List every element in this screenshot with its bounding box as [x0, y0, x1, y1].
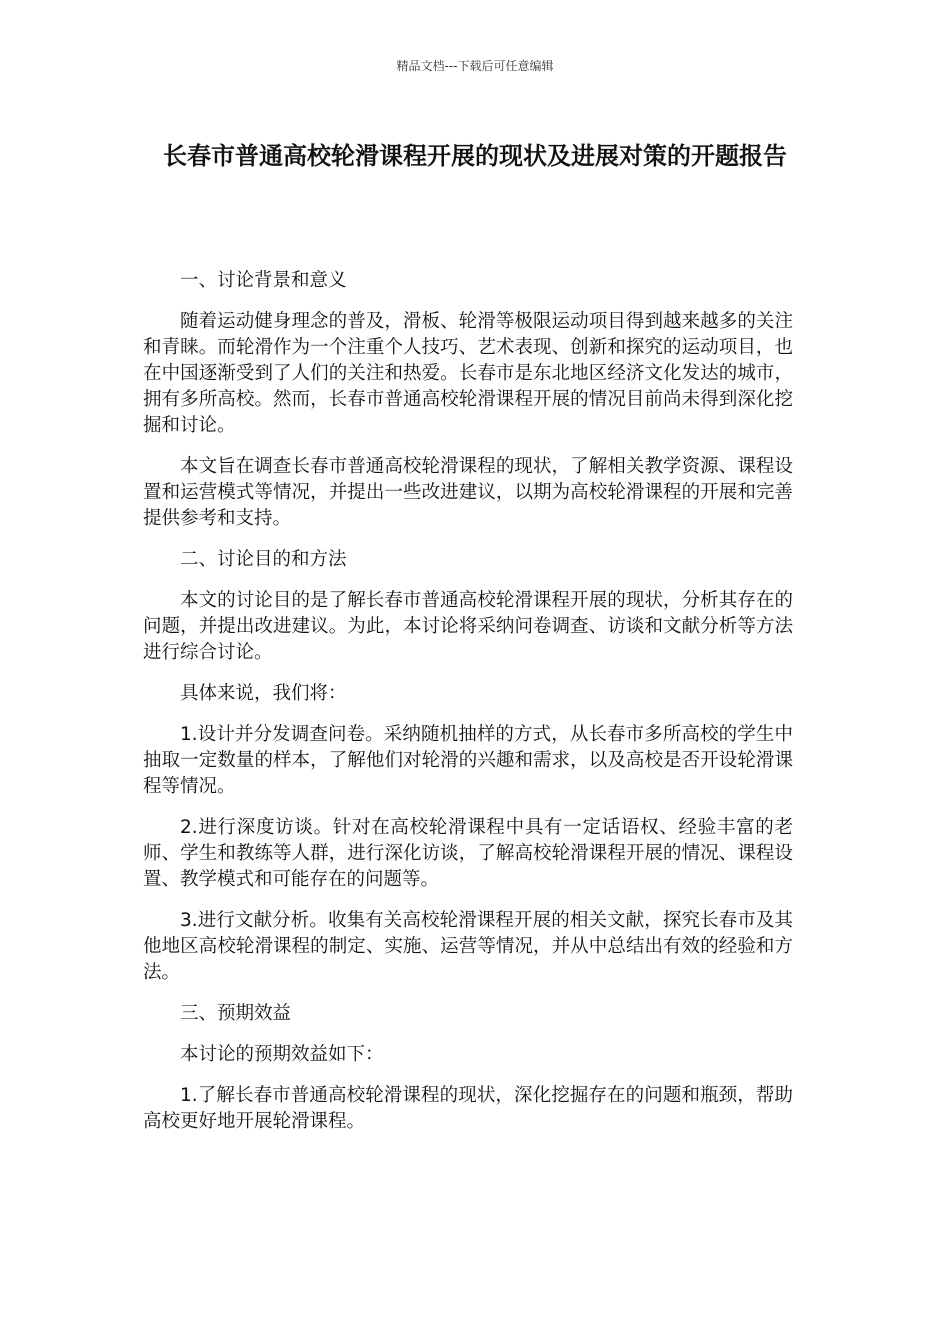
paragraph: 具体来说，我们将：: [180, 683, 347, 704]
list-item: 1.设计并分发调查问卷。采纳随机抽样的方式，从长春市多所高校的学生中抽取一定数量的样本，了解他们对轮滑的兴趣和需求，以及高校是否开设轮滑课程等情况。: [143, 724, 793, 797]
document-title: 长春市普通高校轮滑课程开展的现状及进展对策的开题报告: [163, 142, 787, 170]
list-item: 1.了解长春市普通高校轮滑课程的现状，深化挖掘存在的问题和瓶颈，帮助高校更好地开展轮滑课程。: [143, 1085, 793, 1132]
paragraph: 随着运动健身理念的普及，滑板、轮滑等极限运动项目得到越来越多的关注和青睐。而轮滑作为一个注重个人技巧、艺术表现、创新和探究的运动项目，也在中国逐渐受到了人们的关注和热爱。长春市是东北地区经济文化发达的城市，拥有多所高校。然而，长春市普通高校轮滑课程开展的情况目前尚未得到深化挖掘和讨论。: [143, 311, 793, 436]
paragraph: 本讨论的预期效益如下：: [180, 1044, 384, 1065]
list-item: 2.进行深度访谈。针对在高校轮滑课程中具有一定话语权、经验丰富的老师、学生和教练等人群，进行深化访谈，了解高校轮滑课程开展的情况、课程设置、教学模式和可能存在的问题等。: [143, 817, 793, 890]
section-heading-background: 一、讨论背景和意义: [180, 270, 347, 291]
paragraph: 本文的讨论目的是了解长春市普通高校轮滑课程开展的现状，分析其存在的问题，并提出改进建议。为此，本讨论将采纳问卷调查、访谈和文献分析等方法进行综合讨论。: [143, 590, 793, 663]
list-item: 3.进行文献分析。收集有关高校轮滑课程开展的相关文献，探究长春市及其他地区高校轮滑课程的制定、实施、运营等情况，并从中总结出有效的经验和方法。: [143, 910, 793, 983]
paragraph: 本文旨在调查长春市普通高校轮滑课程的现状，了解相关教学资源、课程设置和运营模式等情况，并提出一些改进建议，以期为高校轮滑课程的开展和完善提供参考和支持。: [143, 456, 793, 529]
section-heading-expected-benefits: 三、预期效益: [180, 1003, 292, 1024]
section-heading-purpose-methods: 二、讨论目的和方法: [180, 549, 347, 570]
document-body: [143, 268, 793, 1150]
header-note: 精品文档---下载后可任意编辑: [396, 59, 554, 73]
